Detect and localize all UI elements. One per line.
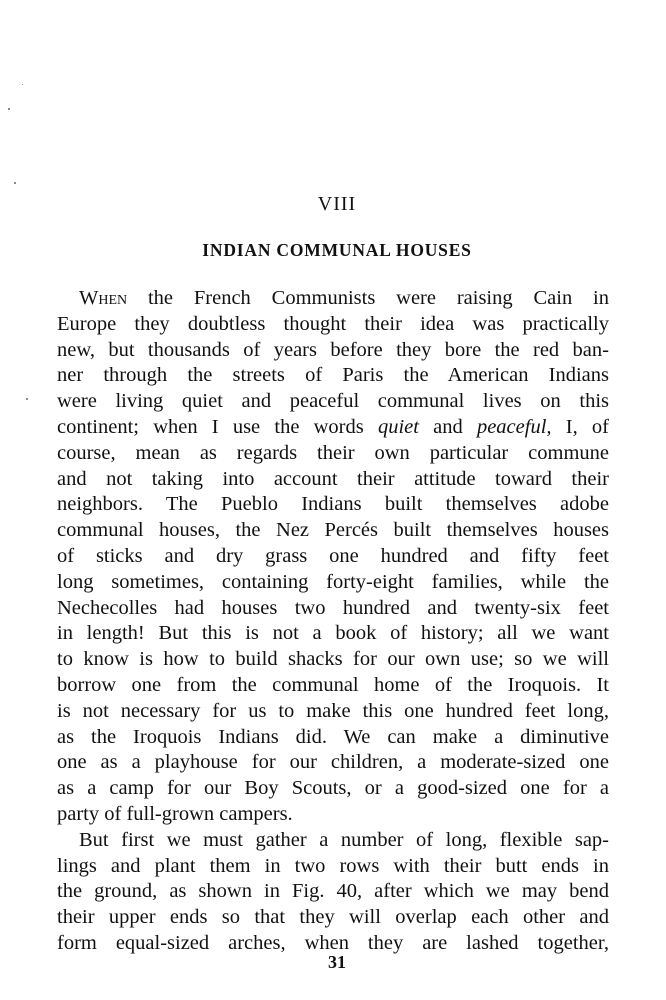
text-line: ner through the streets of Paris the American Indians xyxy=(57,364,609,387)
italic-word: peaceful, xyxy=(476,415,552,438)
text-line: of sticks and dry grass one hundred and fifty feet xyxy=(57,544,609,567)
scan-speck xyxy=(22,84,23,85)
text-line: borrow one from the communal home of the Iroquois. It xyxy=(57,673,609,696)
text-line: continent; when I use the words quiet and peaceful, I, of xyxy=(57,415,609,438)
text-line: their upper ends so that they will overlap each other and xyxy=(57,906,609,929)
text-line: is not necessary for us to make this one hundred feet long, xyxy=(57,699,609,722)
text-line: form equal-sized arches, when they are lashed together, xyxy=(57,931,609,954)
text-line: long sometimes, containing forty-eight families, while the xyxy=(57,570,609,593)
text-line: one as a playhouse for our children, a moderate-sized one xyxy=(57,751,609,774)
italic-word: quiet xyxy=(377,415,419,438)
text-line: as a camp for our Boy Scouts, or a good-sized one for a xyxy=(57,777,609,800)
scan-speck xyxy=(14,182,16,184)
text-line: Nechecolles had houses two hundred and twenty-six feet xyxy=(57,596,609,619)
text-line: party of full-grown campers. xyxy=(57,802,293,825)
text-line: to know is how to build shacks for our own use; so we will xyxy=(57,648,609,671)
text-line: were living quiet and peaceful communal lives on this xyxy=(57,390,609,413)
text-line: and not taking into account their attitude toward their xyxy=(57,467,609,490)
text-line: When the French Communists were raising Cain in xyxy=(79,287,609,309)
text-line: lings and plant them in two rows with their butt ends in xyxy=(57,854,609,877)
scan-speck xyxy=(26,398,28,400)
text-line: Europe they doubtless thought their idea was practically xyxy=(57,312,609,335)
scan-speck xyxy=(8,108,10,110)
text-line: neighbors. The Pueblo Indians built themselves adobe xyxy=(57,493,609,516)
text-line: communal houses, the Nez Percés built themselves houses xyxy=(57,519,609,542)
text-line: But first we must gather a number of long, flexible sap- xyxy=(79,828,609,851)
drop-word: When xyxy=(79,287,128,309)
text-line: course, mean as regards their own particular commune xyxy=(57,441,609,464)
chapter-number: VIII xyxy=(317,193,357,215)
text-line: as the Iroquois Indians did. We can make a diminutive xyxy=(57,725,609,748)
page-number: 31 xyxy=(328,952,346,972)
chapter-title: INDIAN COMMUNAL HOUSES xyxy=(202,240,472,260)
text-line: new, but thousands of years before they bore the red ban- xyxy=(57,338,609,361)
text-line: the ground, as shown in Fig. 40, after which we may bend xyxy=(57,880,609,903)
body-text xyxy=(57,286,609,957)
text-line: in length! But this is not a book of history; all we want xyxy=(57,622,609,645)
